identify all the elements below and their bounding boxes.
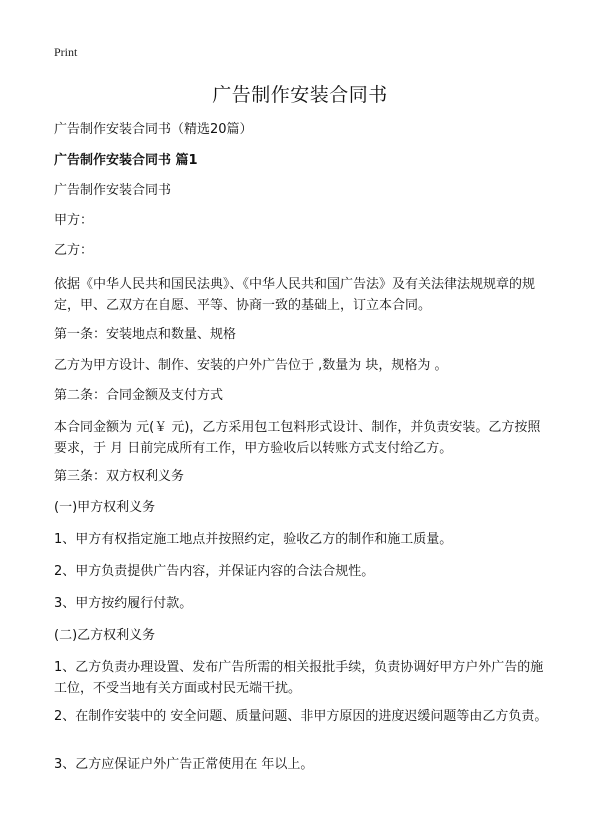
paragraph-party-b: 乙方：: [54, 243, 94, 258]
paragraph-party-b-item-2: 2、在制作安装中的 安全问题、质量问题、非甲方原因的进度迟缓问题等由乙方负责。: [54, 709, 548, 724]
paragraph-article-2-heading: 第二条：合同金额及支付方式: [54, 388, 224, 403]
paragraph-preamble: 依据《中华人民共和国民法典》、《中华人民共和国广告法》及有关法律法规规章的规定，甲、乙双方在自愿、平等、协商一致的基础上，订立本合同。: [54, 277, 536, 313]
print-link[interactable]: Print: [54, 45, 78, 59]
paragraph-article-2-body: 本合同金额为 元(￥ 元)，乙方采用包工包料形式设计、制作，并负责安装。乙方按照要求，于 月 日前完成所有工作，甲方验收后以转账方式支付给乙方。: [54, 420, 541, 456]
document-subtitle: 广告制作安装合同书（精选20篇）: [54, 122, 253, 137]
paragraph-party-a: 甲方：: [54, 213, 94, 228]
paragraph-article-1-heading: 第一条：安装地点和数量、规格: [54, 327, 237, 342]
paragraph-party-a-rights-heading: (一)甲方权利义务: [54, 500, 156, 515]
paragraph-party-a-item-1: 1、甲方有权指定施工地点并按照约定，验收乙方的制作和施工质量。: [54, 532, 453, 547]
document-title: 广告制作安装合同书: [212, 84, 388, 106]
paragraph-party-a-item-2: 2、甲方负责提供广告内容，并保证内容的合法合规性。: [54, 564, 375, 579]
paragraph-contract-name: 广告制作安装合同书: [54, 183, 172, 198]
paragraph-party-b-item-1: 1、乙方负责办理设置、发布广告所需的相关报批手续，负责协调好甲方户外广告的施工位，不受当地有关方面或村民无端干扰。: [54, 660, 544, 696]
paragraph-party-b-item-3: 3、乙方应保证户外广告正常使用在 年以上。: [54, 757, 314, 772]
paragraph-article-3-heading: 第三条：双方权利义务: [54, 469, 185, 484]
paragraph-party-a-item-3: 3、甲方按约履行付款。: [54, 596, 193, 611]
paragraph-article-1-body: 乙方为甲方设计、制作、安装的户外广告位于 ,数量为 块，规格为 。: [54, 358, 448, 373]
paragraph-party-b-rights-heading: (二)乙方权利义务: [54, 628, 156, 643]
section-heading: 广告制作安装合同书 篇1: [54, 153, 198, 168]
